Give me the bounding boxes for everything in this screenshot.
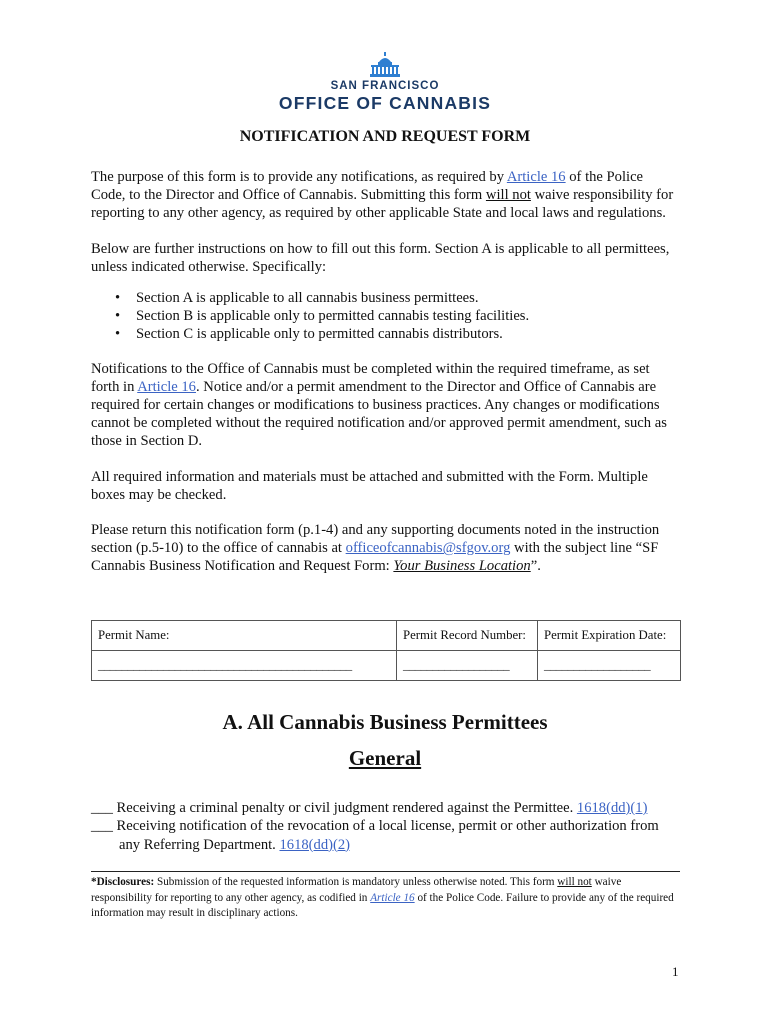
business-location-placeholder: Your Business Location bbox=[393, 558, 531, 575]
list-item: • Section A is applicable to all cannabis business permittees. bbox=[136, 289, 681, 307]
permit-record-number-header: Permit Record Number: bbox=[397, 621, 538, 651]
list-item: • Section C is applicable only to permitted cannabis distributors. bbox=[136, 325, 681, 343]
checklist-text: Receiving a criminal penalty or civil judgment rendered against the Permittee. bbox=[112, 800, 577, 816]
form-title: NOTIFICATION AND REQUEST FORM bbox=[239, 128, 531, 145]
section-a-checklist bbox=[91, 799, 686, 854]
disclosure-text-2: waive responsibility for reporting to any other agency, as codified in bbox=[91, 876, 622, 904]
article-16-link-2[interactable]: Article 16 bbox=[137, 378, 196, 395]
timeframe-paragraph bbox=[91, 360, 681, 451]
disclosures-label: *Disclosures: bbox=[91, 876, 155, 888]
code-ref-link[interactable]: 1618(dd)(1) bbox=[576, 800, 648, 816]
logo-line-office-of-cannabis: OFFICE OF CANNABIS bbox=[278, 93, 492, 113]
checklist-item-revocation-cont bbox=[91, 836, 686, 854]
will-not-emphasis: will not bbox=[557, 876, 592, 888]
purpose-paragraph bbox=[91, 168, 681, 223]
purpose-text-2: of the Police Code, to the Director and Office of Cannabis. Submitting this form bbox=[91, 169, 644, 204]
return-text-2: with the subject line “SF Cannabis Business Notification and Request Form: bbox=[91, 540, 659, 575]
checklist-text: any Referring Department. bbox=[119, 836, 280, 853]
table-row bbox=[92, 621, 681, 651]
logo-line-san-francisco: SAN FRANCISCO bbox=[330, 80, 440, 92]
list-item: • Section B is applicable only to permitted cannabis testing facilities. bbox=[136, 307, 681, 325]
checklist-text: Receiving notification of the revocation of a local license, permit or other authorization from bbox=[112, 818, 659, 835]
checkbox-blank[interactable]: ___ bbox=[91, 818, 113, 835]
permit-expiration-date-field[interactable]: __________________ bbox=[538, 651, 681, 681]
will-not-emphasis: will not bbox=[485, 187, 531, 204]
return-paragraph bbox=[91, 521, 681, 576]
checkbox-blank[interactable]: ___ bbox=[91, 800, 113, 816]
instructions-paragraph: Below are further instructions on how to fill out this form. Section A is applicable to all permittees, unless indicated otherwise. Specifically: bbox=[91, 240, 670, 275]
table-row bbox=[92, 651, 681, 681]
code-ref-link[interactable]: 1618(dd)(2) bbox=[279, 836, 350, 853]
city-hall-icon bbox=[369, 52, 401, 78]
purpose-text-3: waive responsibility for reporting to any other agency, as required by other applicable State and local laws and regulations. bbox=[91, 187, 674, 222]
instructions-body bbox=[91, 168, 681, 593]
checklist-item-criminal-penalty bbox=[91, 799, 686, 817]
disclosures-footnote bbox=[91, 871, 680, 922]
timeframe-text-2: . Notice and/or a permit amendment to the Director and Office of Cannabis are required for certain changes or modifications to business practices. Any changes or modifications cannot be completed without the required notification and/or approved permit amendment, such as those in Section D. bbox=[91, 378, 667, 450]
permit-record-number-field[interactable]: __________________ bbox=[397, 651, 538, 681]
section-applicability-list bbox=[91, 289, 681, 344]
timeframe-text: Notifications to the Office of Cannabis must be completed within the required timeframe, as set forth in bbox=[91, 360, 650, 395]
article-16-link-3[interactable]: Article 16 bbox=[370, 891, 415, 904]
attachments-paragraph: All required information and materials must be attached and submitted with the Form. Multiple boxes may be checked. bbox=[91, 468, 648, 503]
permit-name-field[interactable]: ___________________________________________ bbox=[92, 651, 397, 681]
purpose-text: The purpose of this form is to provide any notifications, as required by bbox=[91, 169, 507, 185]
disclosure-text-3: of the Police Code. Failure to provide any of the required information may result in disciplinary actions. bbox=[91, 891, 674, 919]
page-number: 1 bbox=[672, 964, 679, 979]
email-link[interactable]: officeofcannabis@sfgov.org bbox=[345, 540, 511, 557]
checklist-item-revocation bbox=[91, 817, 686, 835]
general-subheading: General bbox=[348, 746, 422, 770]
section-a-heading: A. All Cannabis Business Permittees bbox=[222, 710, 548, 734]
permit-info-table bbox=[91, 620, 681, 681]
permit-name-header: Permit Name: bbox=[92, 621, 397, 651]
article-16-link[interactable]: Article 16 bbox=[506, 169, 566, 185]
permit-expiration-date-header: Permit Expiration Date: bbox=[538, 621, 681, 651]
return-text: Please return this notification form (p.1-4) and any supporting documents noted in the instruction section (p.5-10) to the office of cannabis at bbox=[91, 522, 660, 557]
disclosure-text: Submission of the requested information is mandatory unless otherwise noted. This form bbox=[154, 876, 558, 888]
return-text-3: ”. bbox=[530, 558, 541, 575]
sf-office-of-cannabis-logo bbox=[0, 52, 770, 114]
